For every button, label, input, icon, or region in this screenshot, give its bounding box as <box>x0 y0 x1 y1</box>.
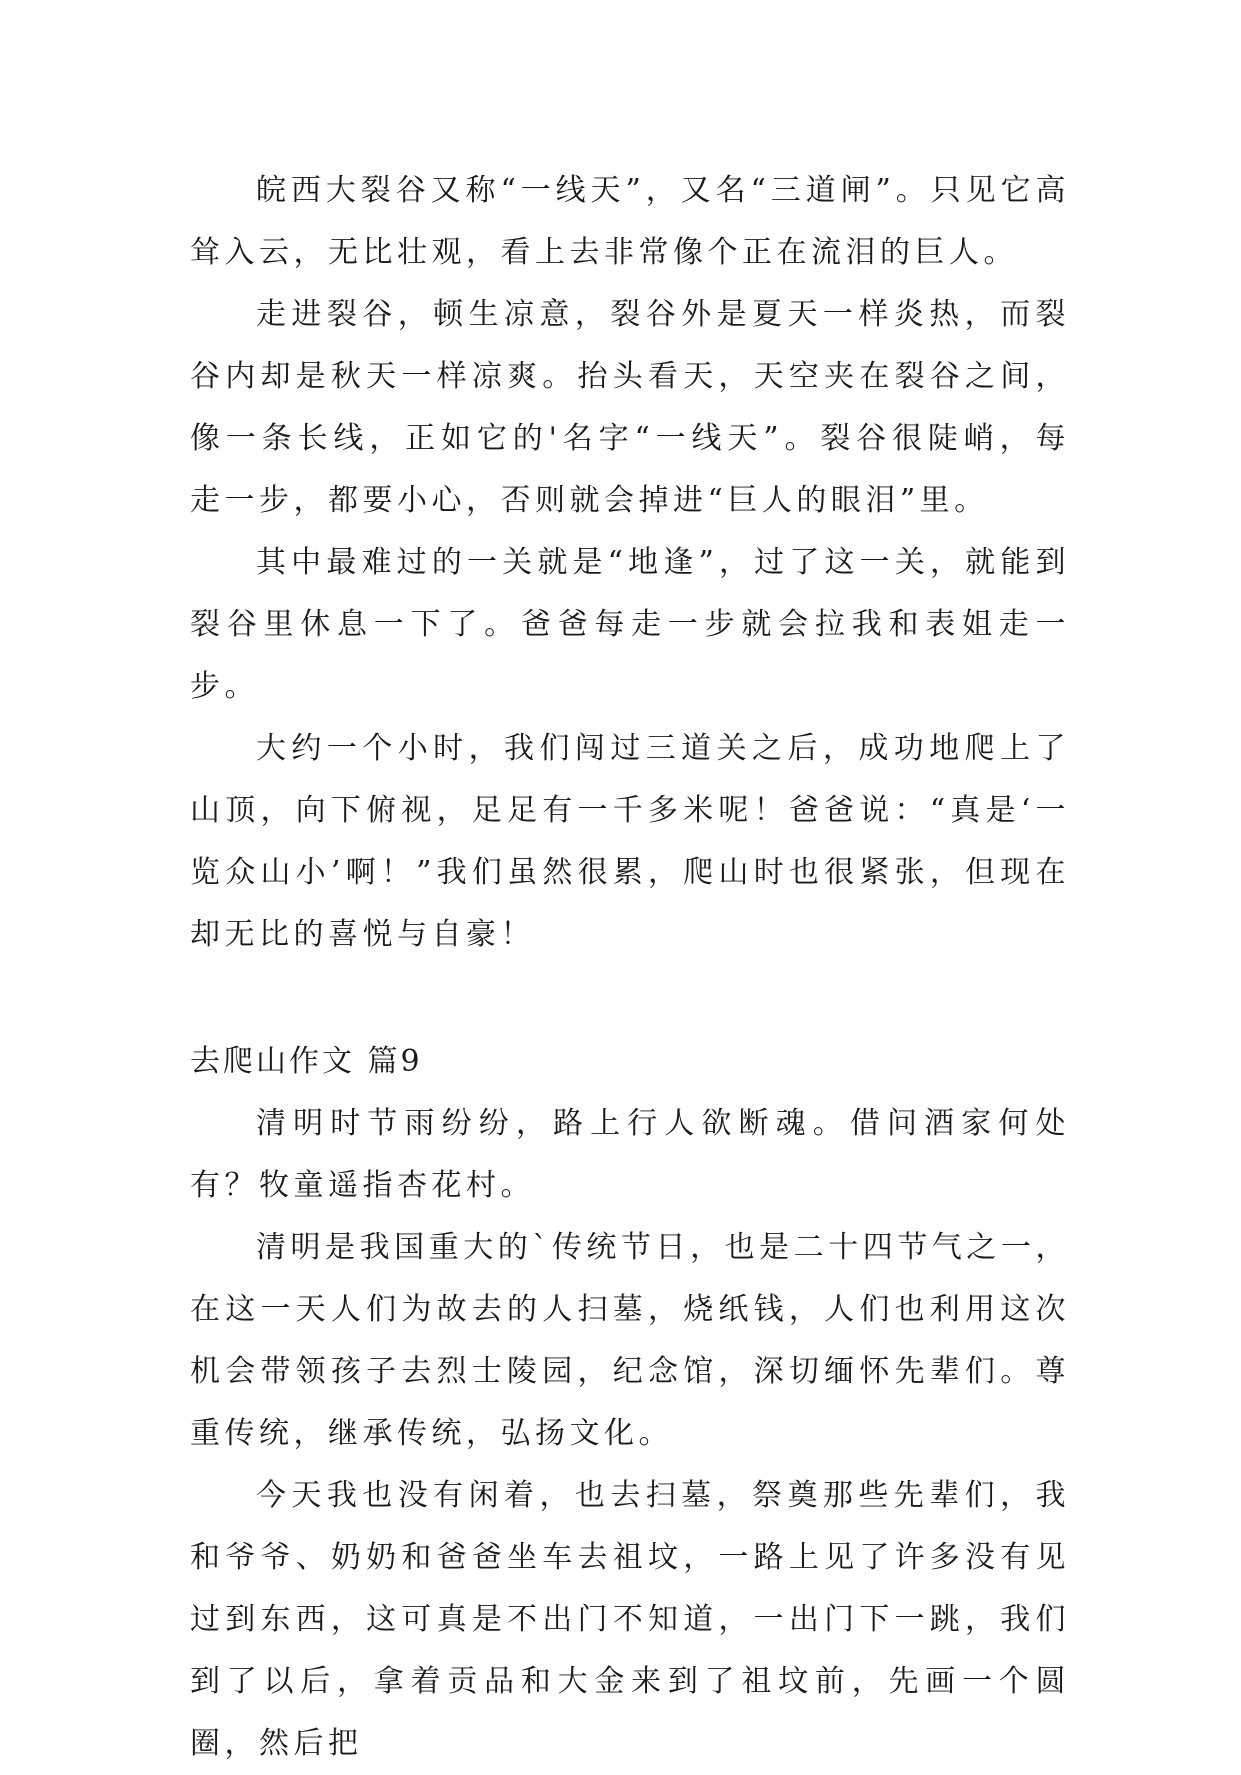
paragraph: 清明是我国重大的`传统节日，也是二十四节气之一，在这一天人们为故去的人扫墓，烧纸钱，人们也利用这次机会带领孩子去烈士陵园，纪念馆，深切缅怀先辈们。尊重传统，继承传统，弘扬文化。 <box>190 1230 1070 1451</box>
paragraph: 其中最难过的一关就是“地逢”，过了这一关，就能到裂谷里休息一下了。爸爸每走一步就会拉我和表姐走一步。 <box>190 545 1070 704</box>
paragraph: 今天我也没有闲着，也去扫墓，祭奠那些先辈们，我和爷爷、奶奶和爸爸坐车去祖坟，一路上见了许多没有见过到东西，这可真是不出门不知道，一出门下一跳，我们到了以后，拿着贡品和大金来到了祖坟前，先画一个圆圈，然后把 <box>190 1478 1070 1761</box>
section-heading: 去爬山作文 篇9 <box>190 1044 423 1079</box>
paragraph: 皖西大裂谷又称“一线天”，又名“三道闸”。只见它高耸入云，无比壮观，看上去非常像个正在流泪的巨人。 <box>190 173 1070 270</box>
paragraph: 大约一个小时，我们闯过三道关之后，成功地爬上了山顶，向下俯视，足足有一千多米呢！爸爸说：“真是‘一览众山小’啊！”我们虽然很累，爬山时也很紧张，但现在却无比的喜悦与自豪！ <box>190 731 1070 952</box>
paragraph: 清明时节雨纷纷，路上行人欲断魂。借问酒家何处有？牧童遥指杏花村。 <box>190 1106 1070 1203</box>
document-body <box>190 160 1070 1775</box>
paragraph: 走进裂谷，顿生凉意，裂谷外是夏天一样炎热，而裂谷内却是秋天一样凉爽。抬头看天，天空夹在裂谷之间，像一条长线，正如它的'名字“一线天”。裂谷很陡峭，每走一步，都要小心，否则就会掉进“巨人的眼泪”里。 <box>190 297 1070 518</box>
